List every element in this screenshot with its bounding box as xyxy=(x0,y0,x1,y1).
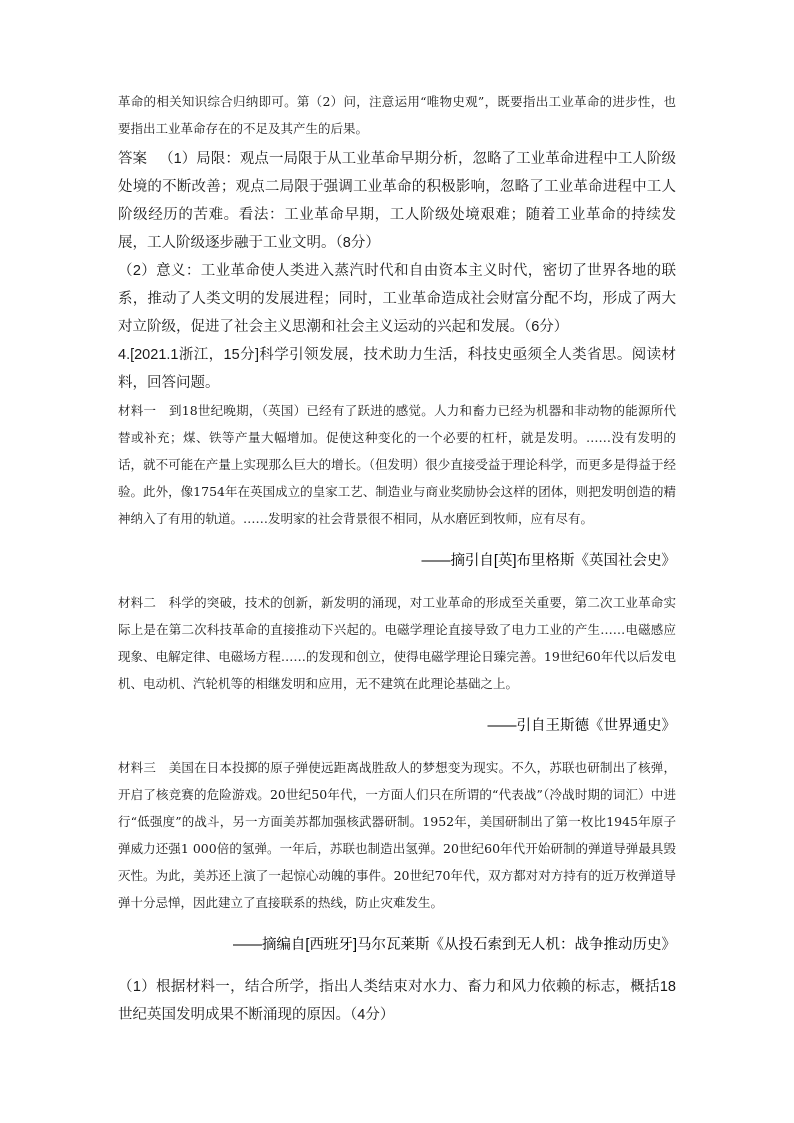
question-4-stem: 4.[2021.1浙江，15分]科学引领发展，技术助力生活，科技史亟须全人类省思。阅读材料，回答问题。 xyxy=(118,347,676,391)
material-1: 材料一 到18世纪晚期，（英国）已经有了跃进的感觉。人力和畜力已经为机器和非动物的能源所代替或补充；煤、铁等产量大幅增加。促使这种变化的一个必要的杠杆，就是发明。……没有发明的话，就不可能在产量上实现那么巨大的增长。（但发明）很少直接受益于理论科学，而更多是得益于经验。此外，像1754年在英国成立的皇家工艺、制造业与商业奖励协会这样的团体，则把发明创造的精神纳入了有用的轨道。……发明家的社会背景很不相同，从水磨匠到牧师，应有尽有。 xyxy=(118,403,676,526)
sub-question-1: （1）根据材料一，结合所学，指出人类结束对水力、畜力和风力依赖的标志，概括18世纪英国发明成果不断涌现的原因。（4分） xyxy=(118,979,676,1023)
material-1-source: ——摘引自[英]布里格斯《英国社会史》 xyxy=(421,552,676,569)
answer-part-1-text: （1）局限：观点一局限于从工业革命早期分析，忽略了工业革命进程中工人阶级处境的不断改善；观点二局限于强调工业革命的积极影响，忽略了工业革命进程中工人阶级经历的苦难。看法：工业革命早期，工人阶级处境艰难；随着工业革命的持续发展，工人阶级逐步融于工业文明。（8分） xyxy=(118,151,676,251)
material-2: 材料二 科学的突破，技术的创新，新发明的涌现，对工业革命的形成至关重要，第二次工业革命实际上是在第二次科技革命的直接推动下兴起的。电磁学理论直接导致了电力工业的产生……电磁感应现象、电解定律、电磁场方程……的发现和创立，使得电磁学理论日臻完善。19世纪60年代以后发电机、电动机、汽轮机等的相继发明和应用，无不建筑在此理论基础之上。 xyxy=(118,595,676,691)
answer-block xyxy=(118,145,676,341)
material-3-source: ——摘编自[西班牙]马尔瓦莱斯《从投石索到无人机：战争推动历史》 xyxy=(232,936,676,953)
answer-part-2: （2）意义：工业革命使人类进入蒸汽时代和自由资本主义时代，密切了世界各地的联系，推动了人类文明的发展进程；同时，工业革命造成社会财富分配不均，形成了两大对立阶级，促进了社会主义思潮和社会主义运动的兴起和发展。（6分） xyxy=(118,263,676,335)
analysis-text: 革命的相关知识综合归纳即可。第（2）问，注意运用“唯物史观”，既要指出工业革命的进步性，也要指出工业革命存在的不足及其产生的后果。 xyxy=(118,94,676,136)
material-3: 材料三 美国在日本投掷的原子弹使远距离战胜敌人的梦想变为现实。不久，苏联也研制出了核弹，开启了核竞赛的危险游戏。20世纪50年代，一方面人们只在所谓的“代表战”（冷战时期的词汇）中进行“低强度”的战斗，另一方面美苏都加强核武器研制。1952年，美国研制出了第一枚比1945年原子弹威力还强1 000倍的氢弹。一年后，苏联也制造出氢弹。20世纪60年代开始研制的弹道导弹最具毁灭性。为此，美苏还上演了一起惊心动魄的事件。20世纪70年代，双方都对对方持有的近万枚弹道导弹十分忌惮，因此建立了直接联系的热线，防止灾难发生。 xyxy=(118,760,676,910)
answer-label: 答案 xyxy=(118,151,148,167)
material-2-source: ——引自王斯德《世界通史》 xyxy=(487,717,676,734)
answer-part-1 xyxy=(118,145,676,257)
page-content xyxy=(118,88,676,1029)
